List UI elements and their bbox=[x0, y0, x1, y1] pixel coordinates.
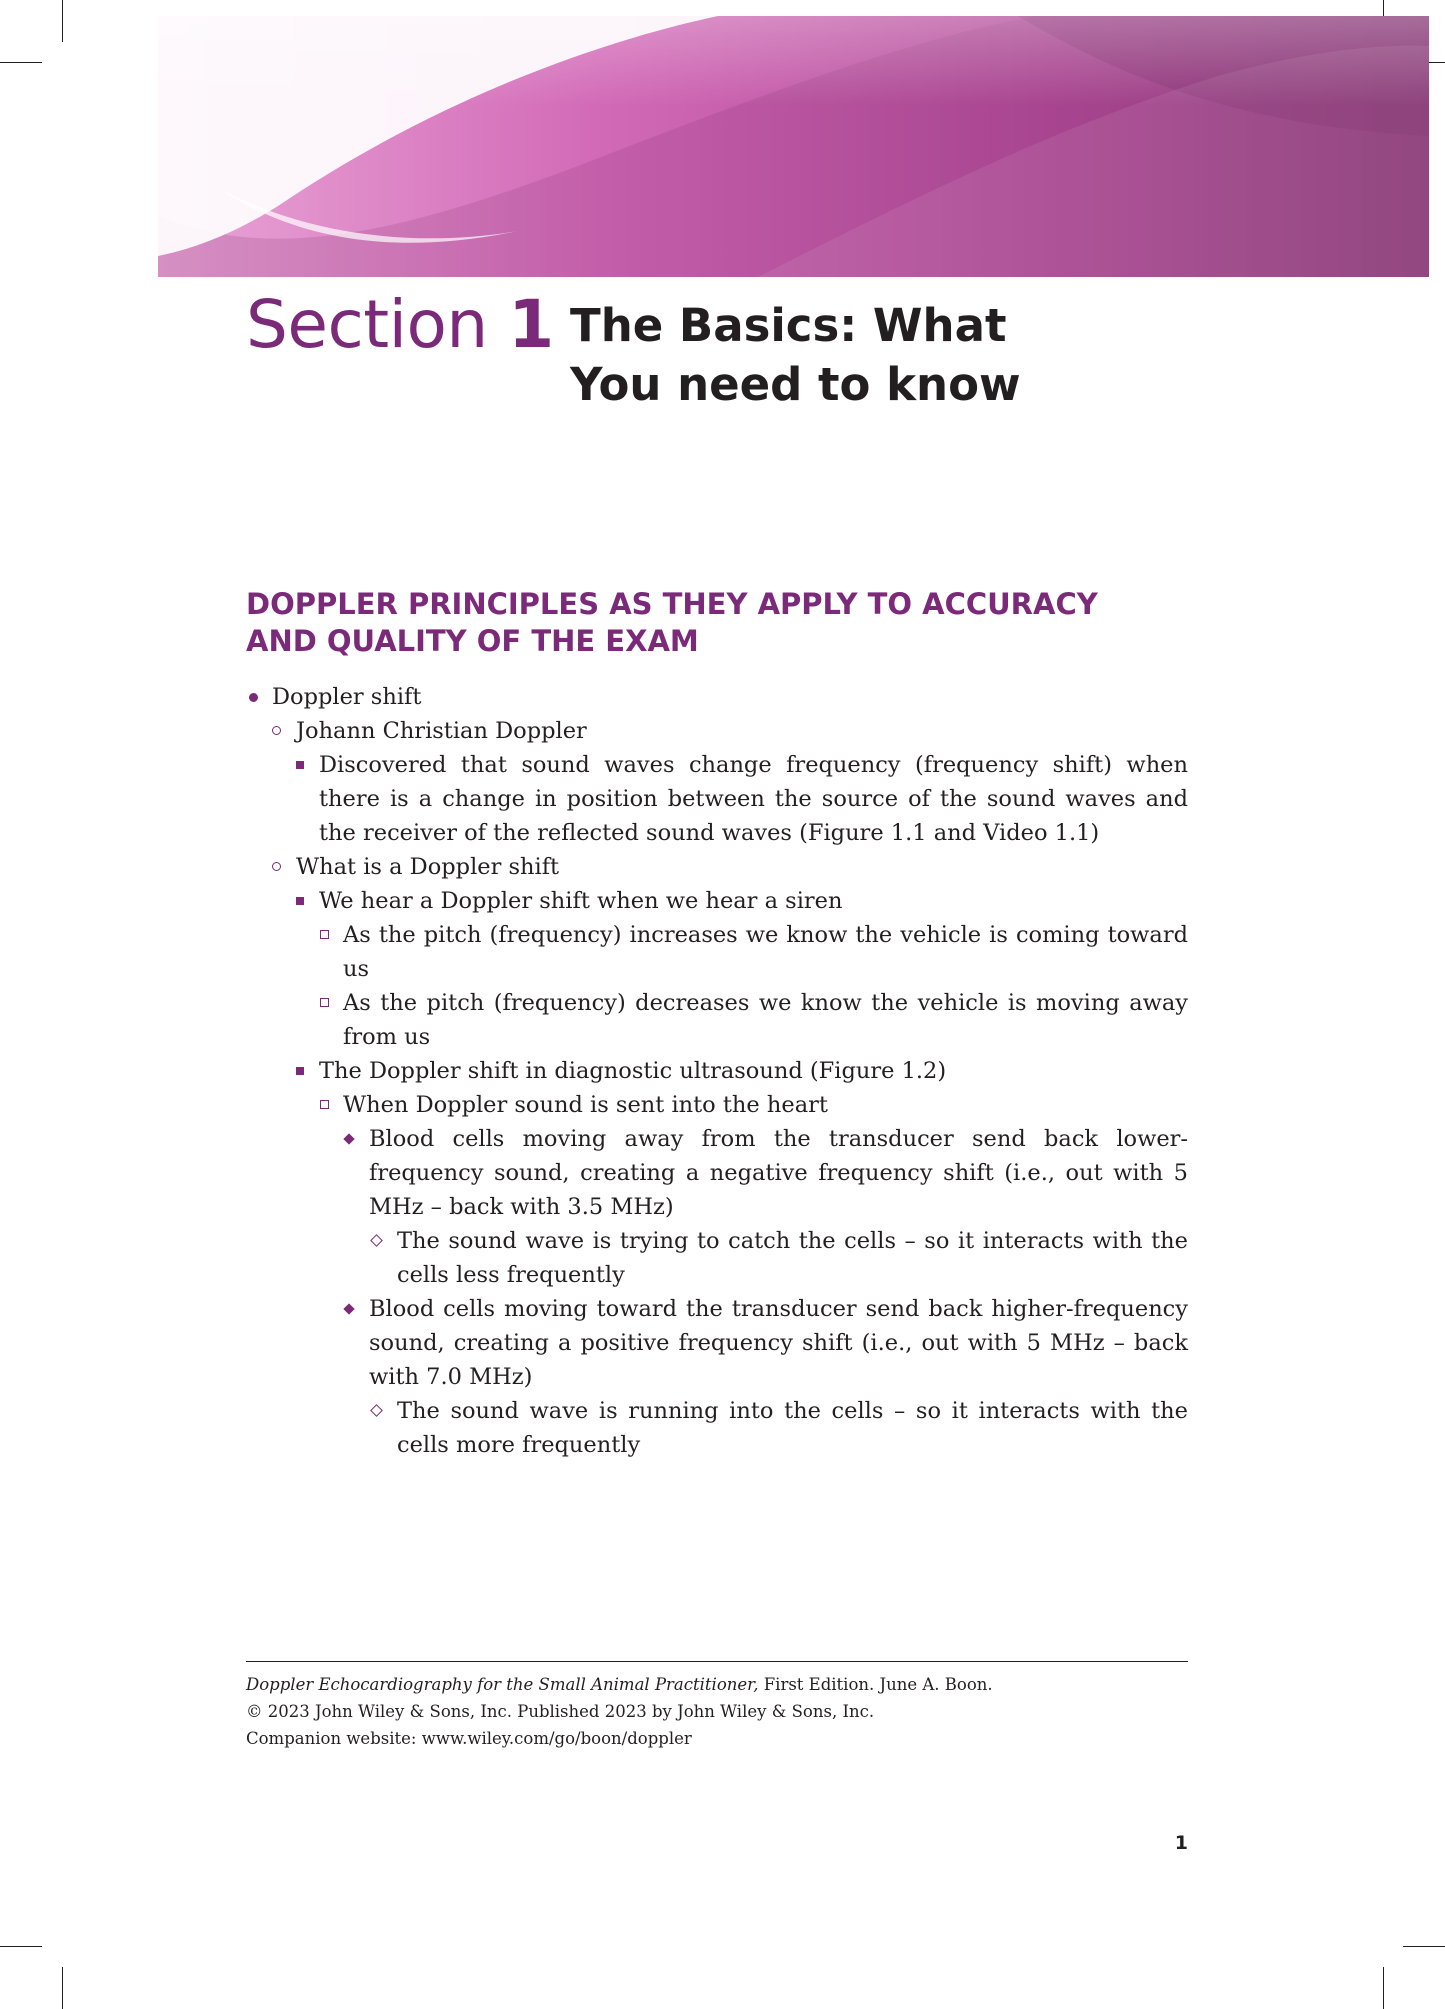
list-item bbox=[246, 1292, 1188, 1394]
section-banner bbox=[158, 16, 1429, 277]
list-item bbox=[246, 884, 1188, 918]
crop-mark bbox=[1383, 1967, 1384, 2009]
list-item bbox=[246, 1054, 1188, 1088]
list-item bbox=[246, 1088, 1188, 1122]
crop-mark bbox=[62, 0, 63, 42]
filled-diamond-bullet-icon bbox=[343, 1133, 354, 1144]
footer-notes bbox=[246, 1671, 1188, 1752]
subsection-heading bbox=[246, 586, 1206, 660]
list-item-text: The sound wave is running into the cells – so it interacts with the cells more frequently bbox=[397, 1398, 1188, 1458]
list-item-text: Blood cells moving away from the transducer send back lower-frequency sound, creating a negative frequency shift (i.e., out with 5 MHz – back with 3.5 MHz) bbox=[369, 1126, 1188, 1220]
crop-mark bbox=[0, 1946, 42, 1947]
filled-circle-bullet-icon bbox=[249, 693, 258, 702]
list-item-text: As the pitch (frequency) decreases we know the vehicle is moving away from us bbox=[343, 990, 1188, 1050]
list-item-text: Discovered that sound waves change frequency (frequency shift) when there is a change in position between the source of the sound waves and the receiver of the reflected sound waves (Figure 1.1 and Video 1.1) bbox=[319, 752, 1188, 846]
list-item-text: What is a Doppler shift bbox=[296, 854, 560, 880]
crop-mark bbox=[62, 1967, 63, 2009]
list-item-text: We hear a Doppler shift when we hear a siren bbox=[319, 888, 843, 914]
open-square-bullet-icon bbox=[320, 930, 329, 939]
section-word: Section bbox=[246, 286, 488, 363]
open-diamond-bullet-icon bbox=[370, 1404, 383, 1417]
list-item bbox=[246, 1224, 1188, 1292]
list-item bbox=[246, 1122, 1188, 1224]
copyright-line: © 2023 John Wiley & Sons, Inc. Published 2023 by John Wiley & Sons, Inc. bbox=[246, 1702, 875, 1721]
list-item-text: Blood cells moving toward the transducer send back higher-frequency sound, creating a positive frequency shift (i.e., out with 5 MHz – back with 7.0 MHz) bbox=[369, 1296, 1188, 1390]
section-title-line: The Basics: What bbox=[570, 299, 1007, 352]
list-item bbox=[246, 850, 1188, 884]
section-label bbox=[246, 286, 554, 363]
section-title-line: You need to know bbox=[570, 358, 1021, 411]
page-number: 1 bbox=[1174, 1832, 1188, 1854]
section-number: 1 bbox=[508, 286, 554, 363]
crop-mark bbox=[0, 62, 42, 63]
list-item bbox=[246, 918, 1188, 986]
book-title: Doppler Echocardiography for the Small Animal Practitioner, bbox=[246, 1675, 759, 1694]
list-item-text: Johann Christian Doppler bbox=[296, 718, 587, 744]
open-diamond-bullet-icon bbox=[370, 1234, 383, 1247]
open-square-bullet-icon bbox=[320, 1100, 329, 1109]
filled-square-bullet-icon bbox=[296, 897, 304, 905]
edition-author: First Edition. June A. Boon. bbox=[758, 1675, 993, 1694]
list-item-text: The sound wave is trying to catch the cells – so it interacts with the cells less frequently bbox=[397, 1228, 1188, 1288]
companion-website: Companion website: www.wiley.com/go/boon/doppler bbox=[246, 1729, 692, 1748]
filled-square-bullet-icon bbox=[296, 761, 304, 769]
list-item bbox=[246, 748, 1188, 850]
list-item bbox=[246, 680, 1188, 714]
open-circle-bullet-icon bbox=[272, 726, 281, 735]
filled-diamond-bullet-icon bbox=[343, 1303, 354, 1314]
list-item bbox=[246, 714, 1188, 748]
list-item-text: The Doppler shift in diagnostic ultrasound (Figure 1.2) bbox=[319, 1058, 947, 1084]
open-circle-bullet-icon bbox=[272, 862, 281, 871]
list-item-text: Doppler shift bbox=[272, 684, 422, 710]
footer-citation bbox=[246, 1671, 1188, 1698]
open-square-bullet-icon bbox=[320, 998, 329, 1007]
list-item-text: As the pitch (frequency) increases we know the vehicle is coming toward us bbox=[343, 922, 1188, 982]
crop-mark bbox=[1403, 1946, 1445, 1947]
list-item bbox=[246, 1394, 1188, 1462]
outline-list bbox=[246, 680, 1188, 1462]
heading-line: AND QUALITY OF THE EXAM bbox=[246, 624, 699, 658]
filled-square-bullet-icon bbox=[296, 1067, 304, 1075]
heading-line: DOPPLER PRINCIPLES AS THEY APPLY TO ACCURACY bbox=[246, 587, 1098, 621]
list-item bbox=[246, 986, 1188, 1054]
footer-divider bbox=[246, 1661, 1188, 1662]
section-title bbox=[570, 296, 1021, 414]
list-item-text: When Doppler sound is sent into the heart bbox=[343, 1092, 828, 1118]
